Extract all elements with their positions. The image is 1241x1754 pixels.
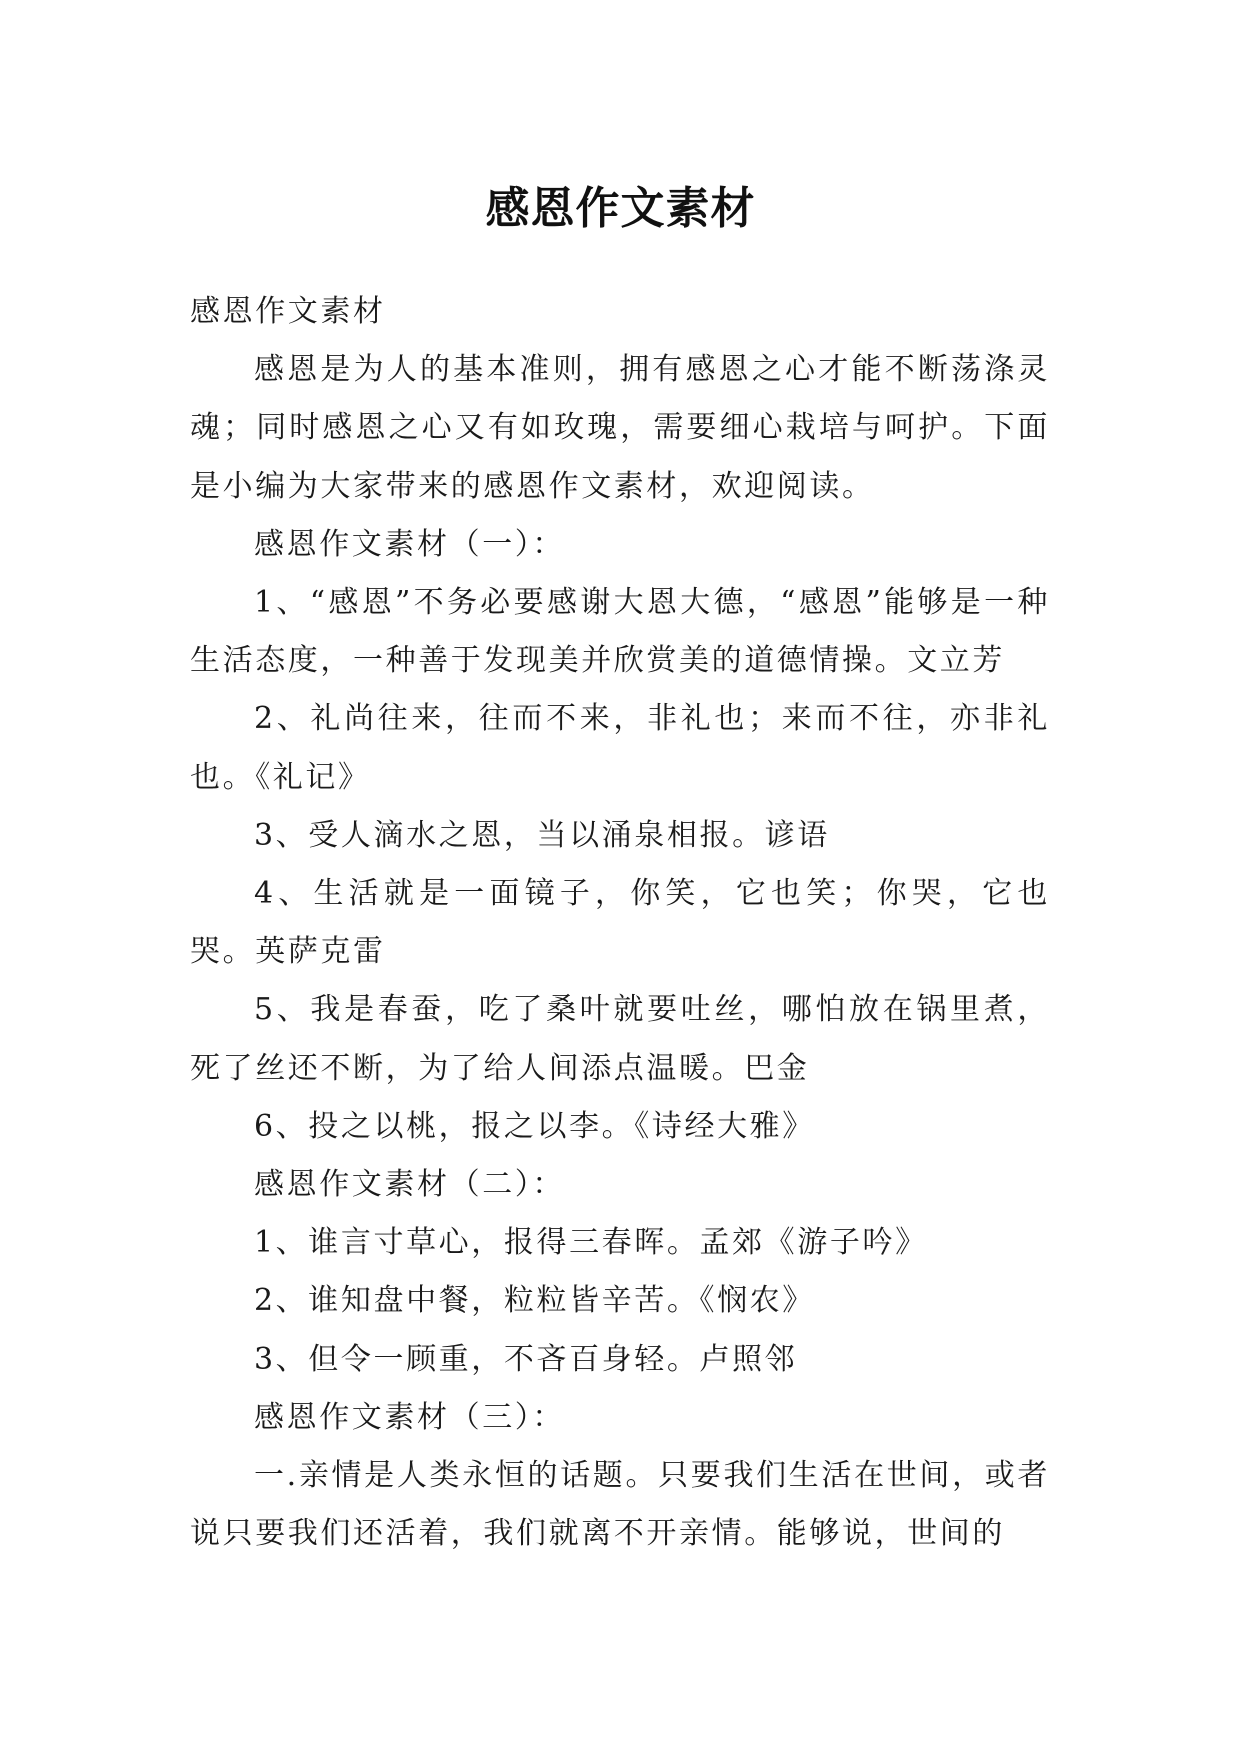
- body-paragraph: 2、谁知盘中餐，粒粒皆辛苦。《悯农》: [254, 1283, 815, 1319]
- body-paragraph: 4、生活就是一面镜子，你笑，它也笑；你哭，它也哭。英萨克雷: [190, 876, 1050, 970]
- body-paragraph: 感恩作文素材（一）：: [254, 526, 565, 562]
- document-title: 感恩作文素材: [485, 183, 756, 235]
- document-body: [190, 283, 1050, 1563]
- body-paragraph: 3、但令一顾重，不吝百身轻。卢照邻: [254, 1341, 798, 1377]
- body-paragraph: 一.亲情是人类永恒的话题。只要我们生活在世间，或者说只要我们还活着，我们就离不开亲情。能够说，世间的: [190, 1458, 1050, 1552]
- body-paragraph: 感恩作文素材（三）：: [254, 1399, 565, 1435]
- body-paragraph: 6、投之以桃，报之以李。《诗经大雅》: [254, 1108, 815, 1144]
- body-paragraph: 5、我是春蚕，吃了桑叶就要吐丝，哪怕放在锅里煮，死了丝还不断，为了给人间添点温暖。巴金: [190, 992, 1050, 1086]
- document-subtitle: 感恩作文素材: [190, 294, 386, 329]
- body-paragraph: 3、受人滴水之恩，当以涌泉相报。谚语: [254, 817, 830, 853]
- body-paragraph: 感恩作文素材（二）：: [254, 1167, 565, 1203]
- body-paragraph: 感恩是为人的基本准则，拥有感恩之心才能不断荡涤灵魂；同时感恩之心又有如玫瑰，需要细心栽培与呵护。下面是小编为大家带来的感恩作文素材，欢迎阅读。: [190, 352, 1050, 504]
- body-paragraph: 1、“感恩”不务必要感谢大恩大德，“感恩”能够是一种生活态度，一种善于发现美并欣赏美的道德情操。文立芳: [190, 585, 1050, 679]
- body-paragraph: 1、谁言寸草心，报得三春晖。孟郊《游子吟》: [254, 1225, 928, 1261]
- body-paragraph: 2、礼尚往来，往而不来，非礼也；来而不往，亦非礼也。《礼记》: [190, 701, 1050, 795]
